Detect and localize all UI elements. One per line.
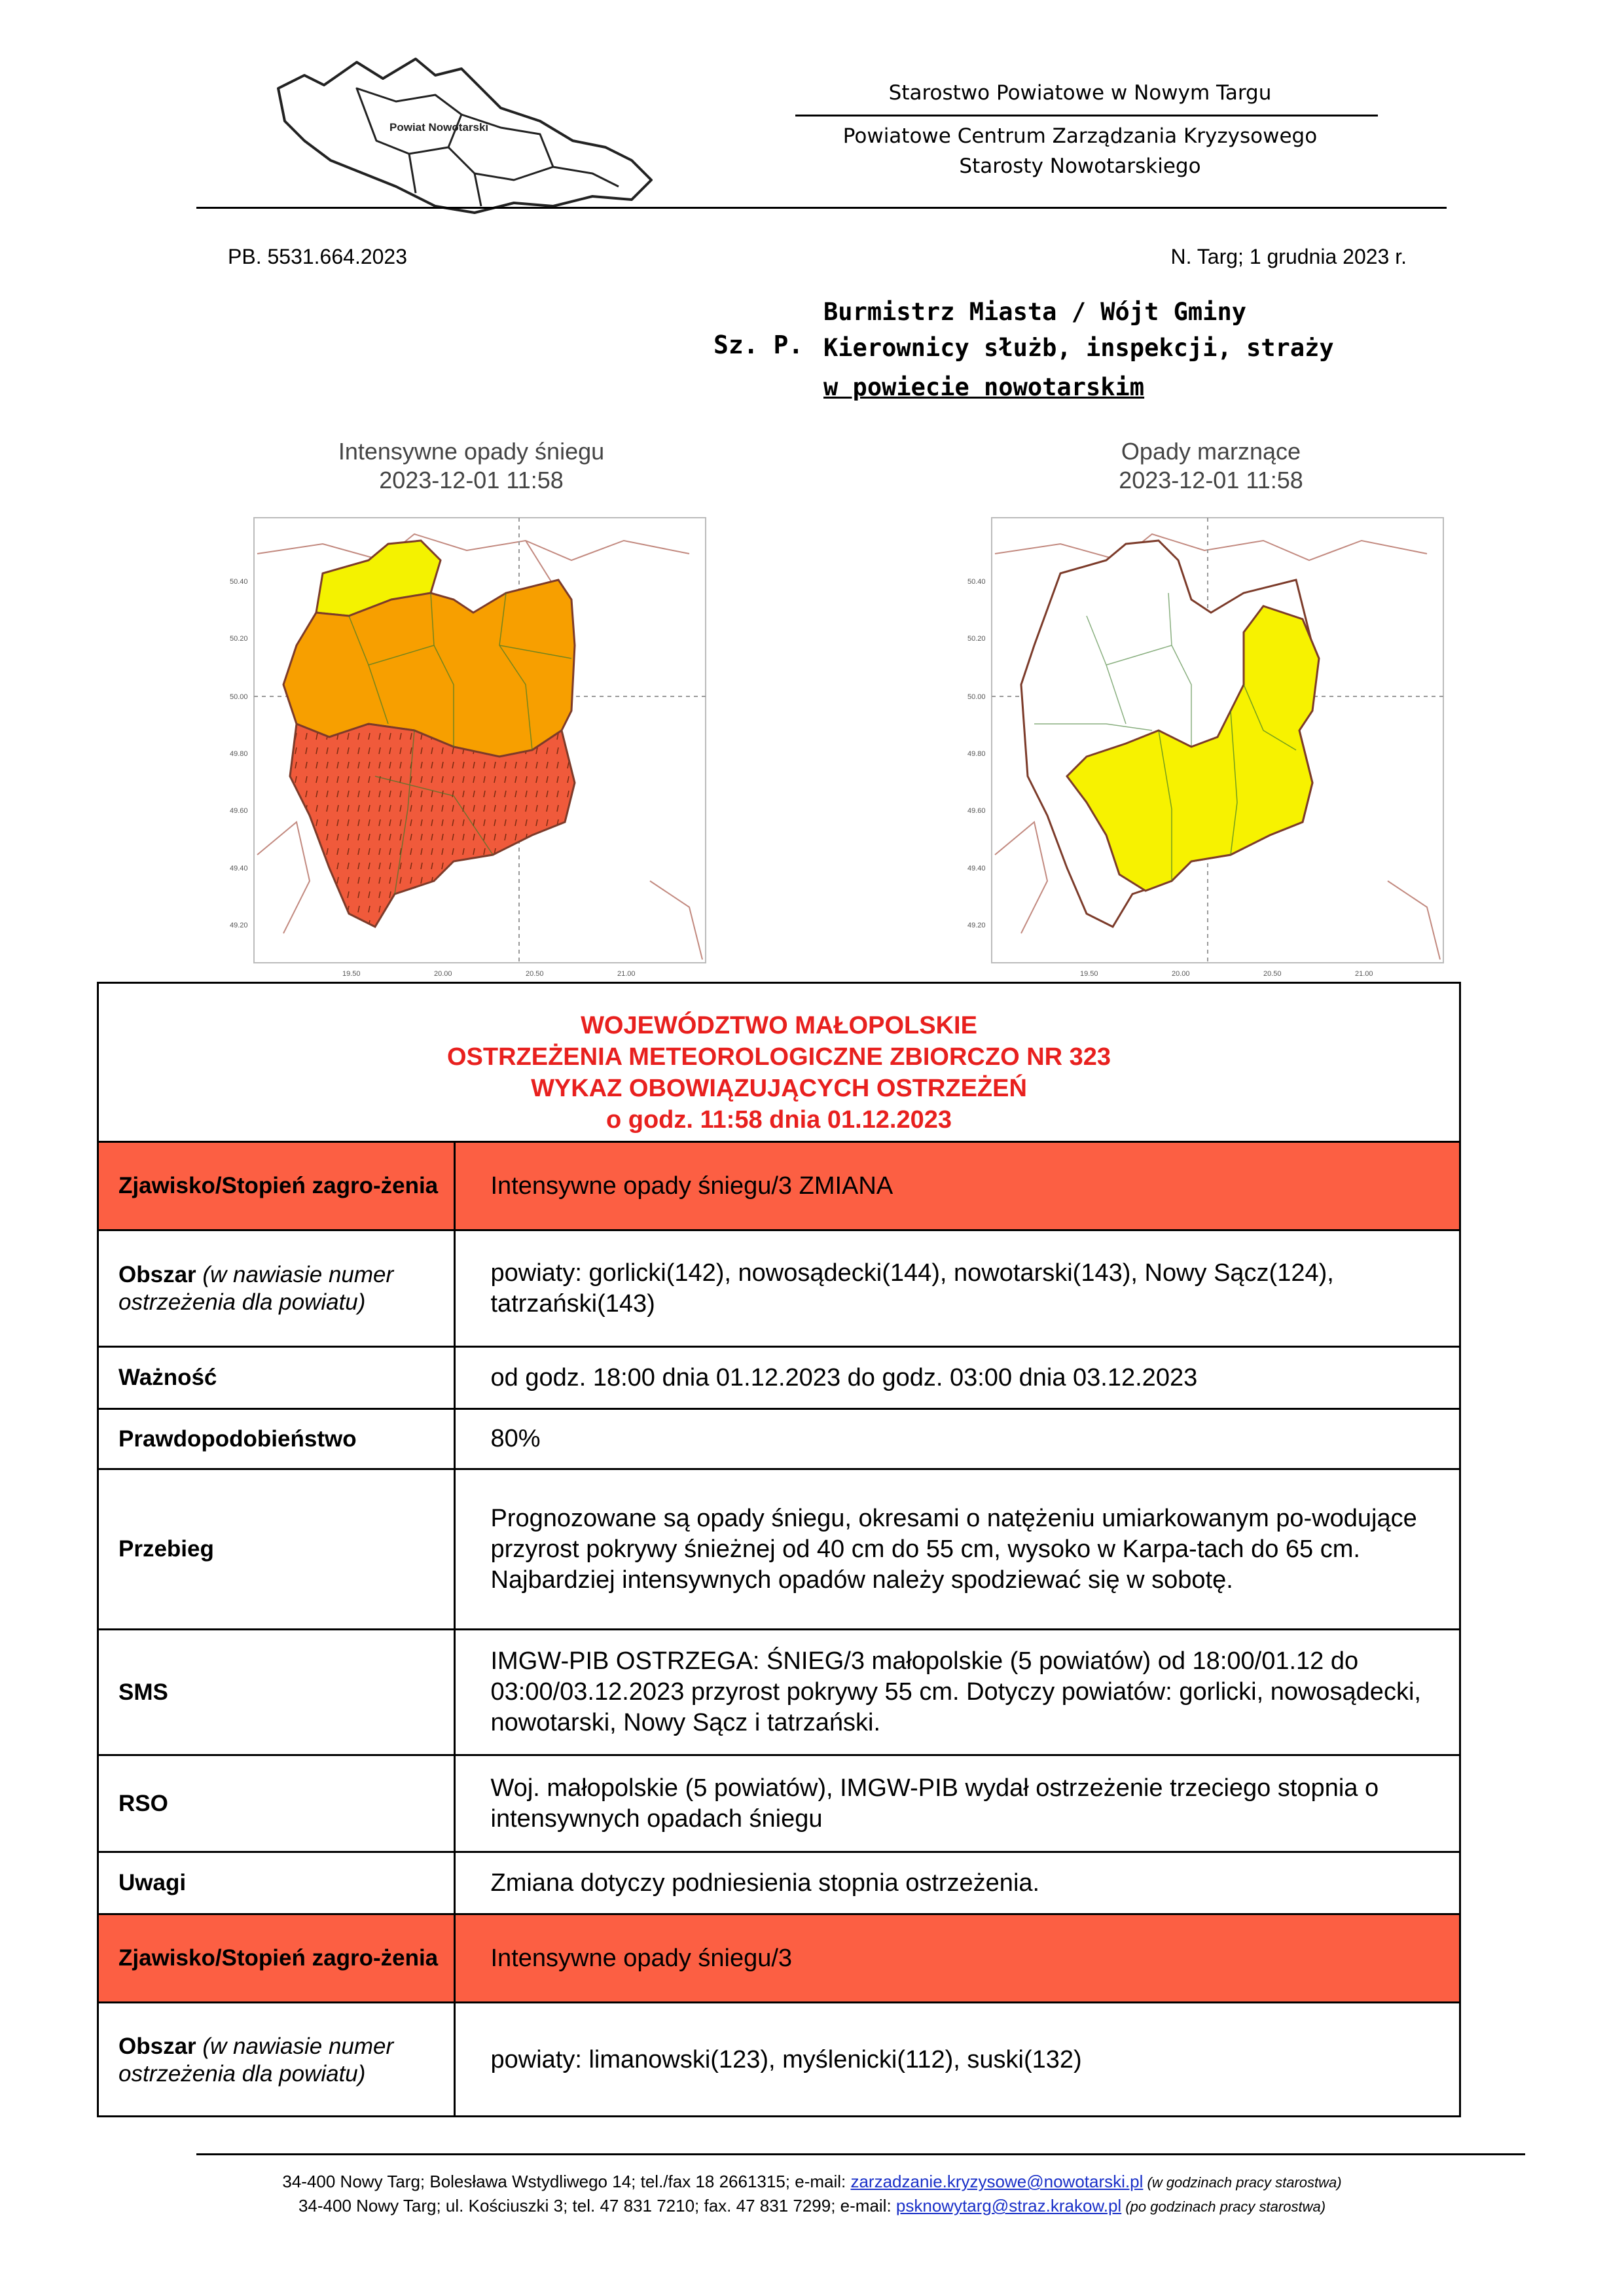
table-row	[99, 1630, 1459, 1755]
row-label: Zjawisko/Stopień zagro-żenia	[99, 1142, 454, 1230]
row-value: powiaty: gorlicki(142), nowosądecki(144), nowotarski(143), Nowy Sącz(124), tatrzański(143)	[454, 1230, 1459, 1347]
row-value: Woj. małopolskie (5 powiatów), IMGW-PIB wydał ostrzeżenie trzeciego stopnia o intensywnych opadach śniegu	[454, 1755, 1459, 1852]
footer-note: (po godzinach pracy starostwa)	[1121, 2198, 1326, 2215]
y-tick: 50.20	[967, 635, 986, 643]
y-tick: 49.40	[967, 865, 986, 872]
table-row	[99, 1914, 1459, 2003]
table-row	[99, 1755, 1459, 1852]
y-tick: 49.60	[230, 807, 248, 815]
x-tick: 20.00	[434, 970, 452, 978]
reference-number: PB. 5531.664.2023	[228, 245, 408, 268]
letterhead-line-2: Powiatowe Centrum Zarządzania Kryzysowego	[842, 124, 1318, 148]
logo-text: Powiat Nowotarski	[389, 121, 489, 134]
row-value: Intensywne opady śniegu/3	[454, 1914, 1459, 2003]
footer-note: (w godzinach pracy starostwa)	[1143, 2174, 1342, 2191]
table-row	[99, 1852, 1459, 1914]
map2-title	[1015, 437, 1407, 495]
footer-line-2	[0, 2196, 1624, 2216]
x-tick: 20.50	[1263, 970, 1282, 978]
x-tick: 19.50	[342, 970, 361, 978]
footer-line-1	[0, 2172, 1624, 2192]
salutation: Sz. P.	[713, 331, 804, 359]
warning-header-line: OSTRZEŻENIA METEOROLOGICZNE ZBIORCZO NR 323	[446, 1043, 1111, 1071]
powiat-nowotarski-logo	[265, 49, 677, 226]
y-tick: 50.00	[230, 693, 248, 701]
row-label: Obszar	[118, 2033, 196, 2059]
footer-email-link[interactable]: psknowytarg@straz.krakow.pl	[895, 2196, 1122, 2215]
row-label-note: (w nawiasie numer ostrzeżenia dla powiatu)	[118, 2033, 394, 2087]
y-tick: 49.40	[230, 865, 248, 872]
footer-address: 34-400 Nowy Targ; Bolesława Wstydliwego 14; tel./fax 18 2661315; e-mail:	[282, 2172, 851, 2191]
footer-rule	[196, 2153, 1525, 2155]
warning-header-line: WYKAZ OBOWIĄZUJĄCYCH OSTRZEŻEŃ	[531, 1075, 1027, 1102]
x-tick: 19.50	[1080, 970, 1098, 978]
warning-table-box	[97, 982, 1461, 2117]
y-tick: 49.20	[230, 922, 248, 929]
row-label: SMS	[99, 1630, 454, 1755]
y-tick: 50.00	[967, 693, 986, 701]
table-row	[99, 1469, 1459, 1630]
row-value: Intensywne opady śniegu/3 ZMIANA	[454, 1142, 1459, 1230]
table-row	[99, 2003, 1459, 2117]
y-tick: 49.80	[230, 750, 248, 758]
x-tick: 20.00	[1172, 970, 1190, 978]
row-value: 80%	[454, 1409, 1459, 1469]
y-tick: 50.40	[230, 578, 248, 586]
row-label: RSO	[99, 1755, 454, 1852]
x-tick: 21.00	[1355, 970, 1373, 978]
footer-email-link[interactable]: zarzadzanie.kryzysowe@nowotarski.pl	[850, 2172, 1144, 2191]
y-tick: 49.20	[967, 922, 986, 929]
row-label: Prawdopodobieństwo	[99, 1409, 454, 1469]
row-label: Ważność	[99, 1347, 454, 1409]
row-value: od godz. 18:00 dnia 01.12.2023 do godz. 03:00 dnia 03.12.2023	[454, 1347, 1459, 1409]
letterhead-divider	[196, 207, 1447, 209]
row-label-cell	[99, 1230, 454, 1347]
footer-address: 34-400 Nowy Targ; ul. Kościuszki 3; tel. 47 831 7210; fax. 47 831 7299; e-mail:	[298, 2196, 896, 2215]
map2-timestamp: 2023-12-01 11:58	[1119, 467, 1303, 493]
date-place: N. Targ; 1 grudnia 2023 r.	[1170, 245, 1407, 268]
y-tick: 50.40	[967, 578, 986, 586]
snowfall-warning-map	[218, 514, 715, 980]
warning-header	[99, 984, 1459, 1141]
row-label: Uwagi	[99, 1852, 454, 1914]
y-tick: 49.80	[967, 750, 986, 758]
row-value: Zmiana dotyczy podniesienia stopnia ostrzeżenia.	[454, 1852, 1459, 1914]
row-label: Obszar	[118, 1261, 196, 1287]
row-value: IMGW-PIB OSTRZEGA: ŚNIEG/3 małopolskie (5 powiatów) od 18:00/01.12 do 03:00/03.12.2023 przyrost pokrywy 55 cm. Dotyczy powiatów: gorlicki, nowosądecki, nowotarski, Nowy Sącz i tatrzański.	[454, 1630, 1459, 1755]
warning-header-line: o godz. 11:58 dnia 01.12.2023	[605, 1106, 952, 1134]
warning-header-line: WOJEWÓDZTWO MAŁOPOLSKIE	[581, 1012, 977, 1039]
row-label-cell	[99, 2003, 454, 2117]
row-label: Zjawisko/Stopień zagro-żenia	[99, 1914, 454, 2003]
addressee-line-2: Kierownicy służb, inspekcji, straży	[823, 334, 1334, 362]
row-value: Prognozowane są opady śniegu, okresami o natężeniu umiarkowanym po-wodujące przyrost pokrywy śnieżnej od 40 cm do 55 cm, wysoko w Karpa-tach do 65 cm. Najbardziej intensywnych opadów należy spodziewać się w sobotę.	[454, 1469, 1459, 1630]
y-tick: 50.20	[230, 635, 248, 643]
letterhead-line-3: Starosty Nowotarskiego	[959, 154, 1201, 178]
map1-title-text: Intensywne opady śniegu	[338, 438, 605, 465]
map2-title-text: Opady marznące	[1121, 438, 1301, 465]
map1-title	[275, 437, 668, 495]
freezing-rain-warning-map	[956, 514, 1453, 980]
x-tick: 21.00	[617, 970, 636, 978]
table-row	[99, 1347, 1459, 1409]
letterhead-rule	[795, 115, 1378, 117]
row-label-note: (w nawiasie numer ostrzeżenia dla powiatu)	[118, 1261, 394, 1315]
y-tick: 49.60	[967, 807, 986, 815]
table-row	[99, 1409, 1459, 1469]
letterhead-line-1: Starostwo Powiatowe w Nowym Targu	[888, 81, 1272, 105]
warning-table	[99, 1141, 1459, 2117]
addressee-line-3: w powiecie nowotarskim	[823, 373, 1145, 401]
row-label: Przebieg	[99, 1469, 454, 1630]
row-value: powiaty: limanowski(123), myślenicki(112), suski(132)	[454, 2003, 1459, 2117]
x-tick: 20.50	[526, 970, 544, 978]
addressee-line-1: Burmistrz Miasta / Wójt Gminy	[823, 298, 1247, 326]
table-row	[99, 1230, 1459, 1347]
map1-timestamp: 2023-12-01 11:58	[379, 467, 564, 493]
table-row	[99, 1142, 1459, 1230]
